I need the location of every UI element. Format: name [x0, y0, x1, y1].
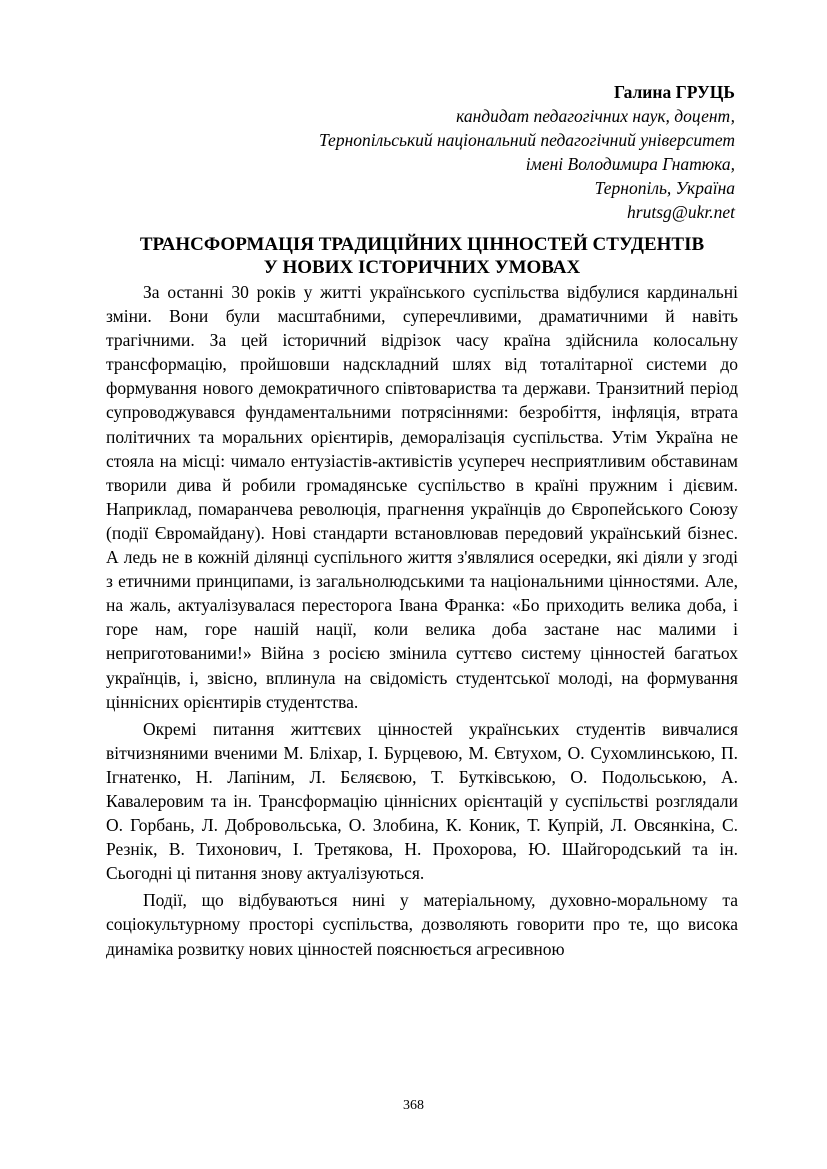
- author-email[interactable]: hrutsg@ukr.net: [627, 202, 735, 222]
- author-name: Галина ГРУЦЬ: [613, 82, 735, 102]
- title-line-2: У НОВИХ ІСТОРИЧНИХ УМОВАХ: [263, 257, 581, 278]
- author-university: Тернопільський національний педагогічний університет: [318, 130, 735, 150]
- paragraph-2: Окремі питання життєвих цінностей українських студентів вивчалися вітчизняними вченими М. Бліхар, І. Бурцевою, М. Євтухом, О. Сухомлинською, П. Ігнатенко, Н. Лапіним, Л. Бєляєвою, Т. Бутківською, О. Подольською, А. Кавалеровим та ін. Трансформацію ціннісних орієнтацій у суспільстві розглядали О. Горбань, Л. Добровольська, О. Злобина, К. Коник, Т. Купрій, Л. Овсянкіна, С. Резнік, В. Тихонович, І. Третякова, Н. Прохорова, Ю. Шайгородський та ін. Сьогодні ці питання знову актуалізуються.: [106, 718, 738, 884]
- paragraph-3: Події, що відбуваються нині у матеріальному, духовно-моральному та соціокультурному просторі суспільства, дозволяють говорити про те, що висока динаміка розвитку нових цінностей пояснюється агресивною: [106, 890, 738, 959]
- paragraph-1: За останні 30 років у житті українського суспільства відбулися кардинальні зміни. Вони були масштабними, суперечливими, драматичними й навіть трагічними. За цей історичний відрізок часу країна здійснила колосальну трансформацію, пройшовши надскладний шлях від тоталітарної системи до формування нового демократичного співтовариства та держави. Транзитний період супроводжувався фундаментальними потрясіннями: безробіття, інфляція, втрата політичних та моральних орієнтирів, деморалізація суспільства. Утім Україна не стояла на місці: чимало ентузіастів-активістів усупереч несприятливим обставинам творили дива й робили громадянське суспільство в країні пружним і дієвим. Наприклад, помаранчева революція, прагнення українців до Європейського Союзу (події Євромайдану). Нові стандарти встановлював передовий український бізнес. А ледь не в кожній ділянці суспільного життя з'являлися осередки, які діяли у згоді з етичними принципами, із загальнолюдськими та національними цінностями. Але, на жаль, актуалізувалася пересторога Івана Франка: «Бо приходить велика доба, і горе нам, горе нашій нації, коли велика доба застане нас малими і неприготованими!» Війна з росією змінила суттєво систему цінностей багатьох українців, і, звісно, вплинула на свідомість студентської молоді, на формування ціннісних орієнтирів студентства.: [106, 282, 738, 712]
- article-title: [106, 233, 738, 279]
- author-position: кандидат педагогічних наук, доцент,: [456, 106, 735, 126]
- author-block: [319, 80, 735, 224]
- page-number: 368: [403, 1098, 424, 1113]
- author-university-name: імені Володимира Гнатюка,: [525, 154, 735, 174]
- article-body: [106, 280, 738, 964]
- title-line-1: ТРАНСФОРМАЦІЯ ТРАДИЦІЙНИХ ЦІННОСТЕЙ СТУДЕНТІВ: [139, 234, 705, 255]
- author-location: Тернопіль, Україна: [594, 178, 735, 198]
